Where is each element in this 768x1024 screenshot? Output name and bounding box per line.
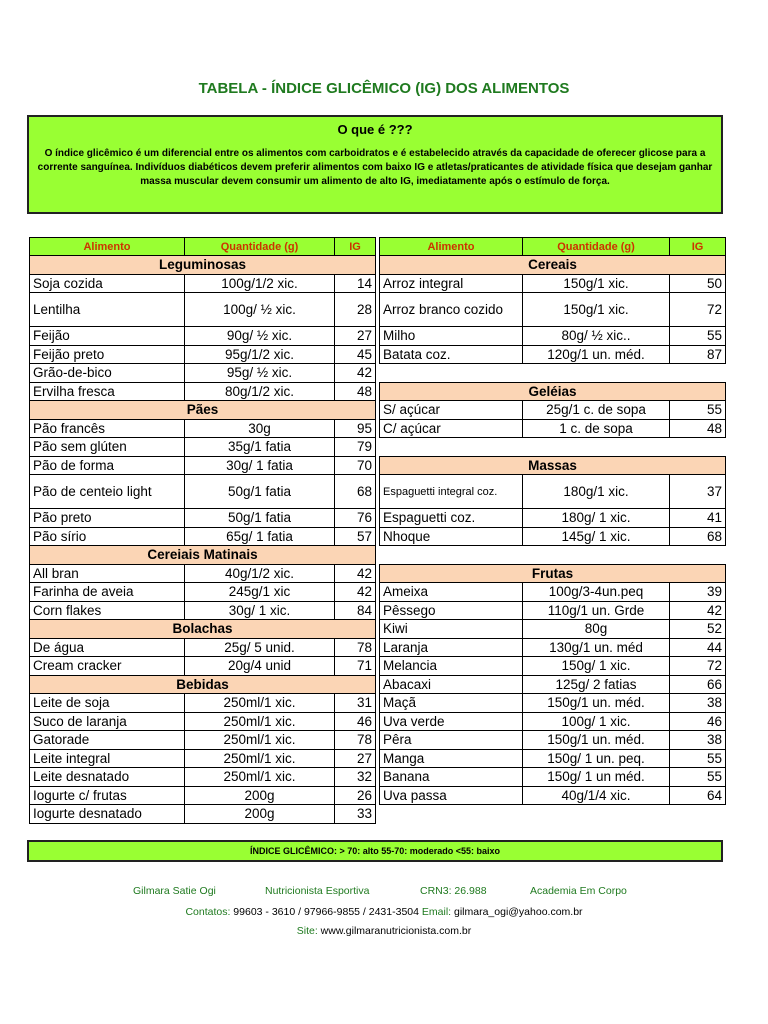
section-header-row (380, 382, 726, 401)
food-name: De água (30, 638, 185, 657)
table-row (380, 694, 726, 713)
table-row (30, 601, 376, 620)
food-ig: 72 (670, 293, 726, 327)
food-name: Pão de centeio light (30, 475, 185, 509)
food-quantity: 35g/1 fatia (185, 438, 335, 457)
table-row (30, 786, 376, 805)
food-quantity: 150g/1 xic. (523, 293, 670, 327)
food-name: Pão preto (30, 509, 185, 528)
food-ig: 41 (670, 509, 726, 528)
spacer-row (380, 364, 726, 383)
food-name: Pão de forma (30, 456, 185, 475)
contacts-phones: 99603 - 3610 / 97966-9855 / 2431-3504 (230, 906, 422, 918)
food-ig: 78 (335, 731, 376, 750)
email-label: Email: (421, 906, 452, 918)
food-name: Ervilha fresca (30, 382, 185, 401)
food-ig: 33 (335, 805, 376, 824)
food-quantity: 80g/1/2 xic. (185, 382, 335, 401)
spacer-cell (380, 438, 726, 457)
food-ig: 31 (335, 694, 376, 713)
section-title: Cereais (380, 256, 726, 275)
food-name: C/ açúcar (380, 419, 523, 438)
food-ig: 76 (335, 509, 376, 528)
food-ig: 52 (670, 620, 726, 639)
footer-name: Gilmara Satie Ogi (133, 885, 216, 897)
food-name: Pêssego (380, 601, 523, 620)
food-ig: 55 (670, 768, 726, 787)
food-quantity: 110g/1 un. Grde (523, 601, 670, 620)
header-quantity: Quantidade (g) (185, 238, 335, 256)
food-quantity: 245g/1 xic (185, 583, 335, 602)
table-row (380, 274, 726, 293)
food-quantity: 150g/ 1 un. peq. (523, 749, 670, 768)
food-name: Abacaxi (380, 675, 523, 694)
food-quantity: 100g/ 1 xic. (523, 712, 670, 731)
table-left (29, 237, 376, 824)
food-quantity: 65g/ 1 fatia (185, 527, 335, 546)
food-name: Suco de laranja (30, 712, 185, 731)
table-row (30, 638, 376, 657)
table-row (30, 694, 376, 713)
food-quantity: 250ml/1 xic. (185, 768, 335, 787)
table-row (30, 509, 376, 528)
food-ig: 45 (335, 345, 376, 364)
food-ig: 26 (335, 786, 376, 805)
food-name: Iogurte c/ frutas (30, 786, 185, 805)
table-row (30, 564, 376, 583)
table-row (30, 583, 376, 602)
glycemic-legend: ÍNDICE GLICÊMICO: > 70: alto 55-70: moderado <55: baixo (27, 840, 723, 862)
section-title: Pães (30, 401, 376, 420)
food-ig: 68 (335, 475, 376, 509)
food-name: Feijão (30, 327, 185, 346)
spacer-row (380, 438, 726, 457)
table-row (30, 527, 376, 546)
contacts-label: Contatos: (185, 906, 231, 918)
food-name: Leite desnatado (30, 768, 185, 787)
food-ig: 48 (670, 419, 726, 438)
table-row (30, 345, 376, 364)
food-ig: 84 (335, 601, 376, 620)
food-ig: 32 (335, 768, 376, 787)
food-name: Manga (380, 749, 523, 768)
food-quantity: 145g/ 1 xic. (523, 527, 670, 546)
food-name: Banana (380, 768, 523, 787)
table-row (380, 620, 726, 639)
food-ig: 28 (335, 293, 376, 327)
food-name: Lentilha (30, 293, 185, 327)
footer-role: Nutricionista Esportiva (265, 885, 370, 897)
footer-crn: CRN3: 26.988 (420, 885, 487, 897)
footer-site (0, 925, 768, 937)
food-quantity: 120g/1 un. méd. (523, 345, 670, 364)
food-ig: 79 (335, 438, 376, 457)
table-row (380, 345, 726, 364)
food-ig: 68 (670, 527, 726, 546)
section-header-row (380, 256, 726, 275)
food-name: Nhoque (380, 527, 523, 546)
food-ig: 70 (335, 456, 376, 475)
table-row (380, 731, 726, 750)
table-row (30, 456, 376, 475)
table-row (380, 583, 726, 602)
table-row (380, 509, 726, 528)
food-ig: 72 (670, 657, 726, 676)
table-row (30, 805, 376, 824)
food-name: Iogurte desnatado (30, 805, 185, 824)
food-name: S/ açúcar (380, 401, 523, 420)
food-name: Uva verde (380, 712, 523, 731)
food-ig: 57 (335, 527, 376, 546)
section-header-row (30, 401, 376, 420)
food-name: Pêra (380, 731, 523, 750)
food-quantity: 250ml/1 xic. (185, 712, 335, 731)
food-name: Arroz branco cozido (380, 293, 523, 327)
section-title: Bolachas (30, 620, 376, 639)
food-name: Kiwi (380, 620, 523, 639)
food-ig: 44 (670, 638, 726, 657)
table-row (380, 657, 726, 676)
table-row (380, 601, 726, 620)
table-row (380, 675, 726, 694)
spacer-cell (380, 546, 726, 565)
food-ig: 50 (670, 274, 726, 293)
table-row (30, 382, 376, 401)
table-row (30, 327, 376, 346)
intro-question: O que é ??? (337, 122, 413, 137)
food-quantity: 95g/1/2 xic. (185, 345, 335, 364)
table-row (30, 364, 376, 383)
table-row (30, 438, 376, 457)
section-header-row (380, 564, 726, 583)
table-row (380, 527, 726, 546)
food-name: Laranja (380, 638, 523, 657)
food-quantity: 25g/1 c. de sopa (523, 401, 670, 420)
food-quantity: 20g/4 unid (185, 657, 335, 676)
food-quantity: 250ml/1 xic. (185, 694, 335, 713)
food-ig: 46 (335, 712, 376, 731)
food-quantity: 250ml/1 xic. (185, 749, 335, 768)
footer-place: Academia Em Corpo (530, 885, 627, 897)
table-row (30, 293, 376, 327)
footer-contacts (0, 906, 768, 918)
food-name: All bran (30, 564, 185, 583)
food-quantity: 50g/1 fatia (185, 509, 335, 528)
table-row (380, 419, 726, 438)
food-name: Feijão preto (30, 345, 185, 364)
table-row (30, 731, 376, 750)
table-row (380, 293, 726, 327)
section-header-row (380, 456, 726, 475)
header-food: Alimento (30, 238, 185, 256)
food-quantity: 150g/ 1 un méd. (523, 768, 670, 787)
food-name: Milho (380, 327, 523, 346)
food-quantity: 100g/1/2 xic. (185, 274, 335, 293)
food-quantity: 95g/ ½ xic. (185, 364, 335, 383)
food-name: Leite de soja (30, 694, 185, 713)
spacer-cell (380, 364, 726, 383)
food-quantity: 25g/ 5 unid. (185, 638, 335, 657)
header-quantity: Quantidade (g) (523, 238, 670, 256)
food-quantity: 80g (523, 620, 670, 639)
table-row (380, 786, 726, 805)
food-ig: 37 (670, 475, 726, 509)
food-ig: 39 (670, 583, 726, 602)
food-quantity: 150g/1 un. méd. (523, 694, 670, 713)
food-ig: 55 (670, 327, 726, 346)
food-quantity: 90g/ ½ xic. (185, 327, 335, 346)
food-quantity: 130g/1 un. méd (523, 638, 670, 657)
food-quantity: 125g/ 2 fatias (523, 675, 670, 694)
food-quantity: 100g/3-4un.peq (523, 583, 670, 602)
food-name: Uva passa (380, 786, 523, 805)
email-link[interactable]: gilmara_ogi@yahoo.com.br (451, 906, 583, 918)
header-food: Alimento (380, 238, 523, 256)
food-ig: 38 (670, 694, 726, 713)
food-ig: 42 (670, 601, 726, 620)
food-name: Arroz integral (380, 274, 523, 293)
food-quantity: 150g/1 xic. (523, 274, 670, 293)
food-name: Melancia (380, 657, 523, 676)
section-header-row (30, 675, 376, 694)
food-ig: 42 (335, 583, 376, 602)
table-row (30, 274, 376, 293)
table-row (30, 419, 376, 438)
food-ig: 27 (335, 749, 376, 768)
spacer-row (380, 546, 726, 565)
food-quantity: 1 c. de sopa (523, 419, 670, 438)
food-quantity: 30g (185, 419, 335, 438)
food-name: Corn flakes (30, 601, 185, 620)
section-title: Massas (380, 456, 726, 475)
table-row (380, 712, 726, 731)
food-ig: 42 (335, 364, 376, 383)
food-name: Grão-de-bico (30, 364, 185, 383)
food-name: Espaguetti coz. (380, 509, 523, 528)
food-quantity: 200g (185, 786, 335, 805)
food-name: Soja cozida (30, 274, 185, 293)
section-header-row (30, 546, 376, 565)
section-title: Bebidas (30, 675, 376, 694)
food-name: Pão francês (30, 419, 185, 438)
food-quantity: 250ml/1 xic. (185, 731, 335, 750)
table-row (380, 749, 726, 768)
site-link[interactable]: www.gilmaranutricionista.com.br (317, 925, 472, 937)
food-ig: 55 (670, 749, 726, 768)
food-name: Batata coz. (380, 345, 523, 364)
section-header-row (30, 620, 376, 639)
site-label: Site: (296, 925, 318, 937)
header-ig: IG (670, 238, 726, 256)
table-right (379, 237, 726, 805)
food-name: Ameixa (380, 583, 523, 602)
food-name: Cream cracker (30, 657, 185, 676)
food-quantity: 180g/ 1 xic. (523, 509, 670, 528)
food-name: Gatorade (30, 731, 185, 750)
section-header-row (30, 256, 376, 275)
table-row (380, 638, 726, 657)
food-name: Farinha de aveia (30, 583, 185, 602)
table-row (380, 768, 726, 787)
food-quantity: 180g/1 xic. (523, 475, 670, 509)
food-ig: 64 (670, 786, 726, 805)
food-quantity: 40g/1/4 xic. (523, 786, 670, 805)
food-name: Pão sem glúten (30, 438, 185, 457)
table-row (380, 327, 726, 346)
food-ig: 87 (670, 345, 726, 364)
header-ig: IG (335, 238, 376, 256)
table-row (380, 401, 726, 420)
food-ig: 38 (670, 731, 726, 750)
table-row (380, 475, 726, 509)
food-ig: 78 (335, 638, 376, 657)
food-ig: 71 (335, 657, 376, 676)
food-ig: 46 (670, 712, 726, 731)
food-quantity: 150g/1 un. méd. (523, 731, 670, 750)
table-row (30, 749, 376, 768)
intro-box (27, 115, 723, 214)
food-name: Espaguetti integral coz. (380, 475, 523, 509)
section-title: Geléias (380, 382, 726, 401)
food-ig: 14 (335, 274, 376, 293)
food-quantity: 50g/1 fatia (185, 475, 335, 509)
page-title: TABELA - ÍNDICE GLICÊMICO (IG) DOS ALIMENTOS (198, 80, 570, 97)
section-title: Leguminosas (30, 256, 376, 275)
table-row (30, 768, 376, 787)
food-name: Maçã (380, 694, 523, 713)
table-header-row (380, 238, 726, 256)
food-ig: 48 (335, 382, 376, 401)
food-quantity: 30g/ 1 fatia (185, 456, 335, 475)
food-name: Leite integral (30, 749, 185, 768)
food-ig: 95 (335, 419, 376, 438)
food-ig: 66 (670, 675, 726, 694)
food-ig: 27 (335, 327, 376, 346)
intro-text: O índice glicêmico é um diferencial entre os alimentos com carboidratos e é estabelecido através da capacidade de oferecer glicose para a corrente sanguínea. Indivíduos diabéticos devem preferir alimentos com baixo IG e atletas/praticantes de atividade física que desejam ganhar massa muscular devem consumir um alimento de alto IG, imediatamente após o estímulo de força. (37, 148, 713, 187)
section-title: Frutas (380, 564, 726, 583)
section-title: Cereiais Matinais (30, 546, 376, 565)
table-row (30, 712, 376, 731)
table-header-row (30, 238, 376, 256)
table-row (30, 475, 376, 509)
food-quantity: 100g/ ½ xic. (185, 293, 335, 327)
food-quantity: 150g/ 1 xic. (523, 657, 670, 676)
food-quantity: 80g/ ½ xic.. (523, 327, 670, 346)
food-quantity: 200g (185, 805, 335, 824)
food-quantity: 30g/ 1 xic. (185, 601, 335, 620)
food-name: Pão sírio (30, 527, 185, 546)
food-quantity: 40g/1/2 xic. (185, 564, 335, 583)
food-ig: 55 (670, 401, 726, 420)
food-ig: 42 (335, 564, 376, 583)
table-row (30, 657, 376, 676)
